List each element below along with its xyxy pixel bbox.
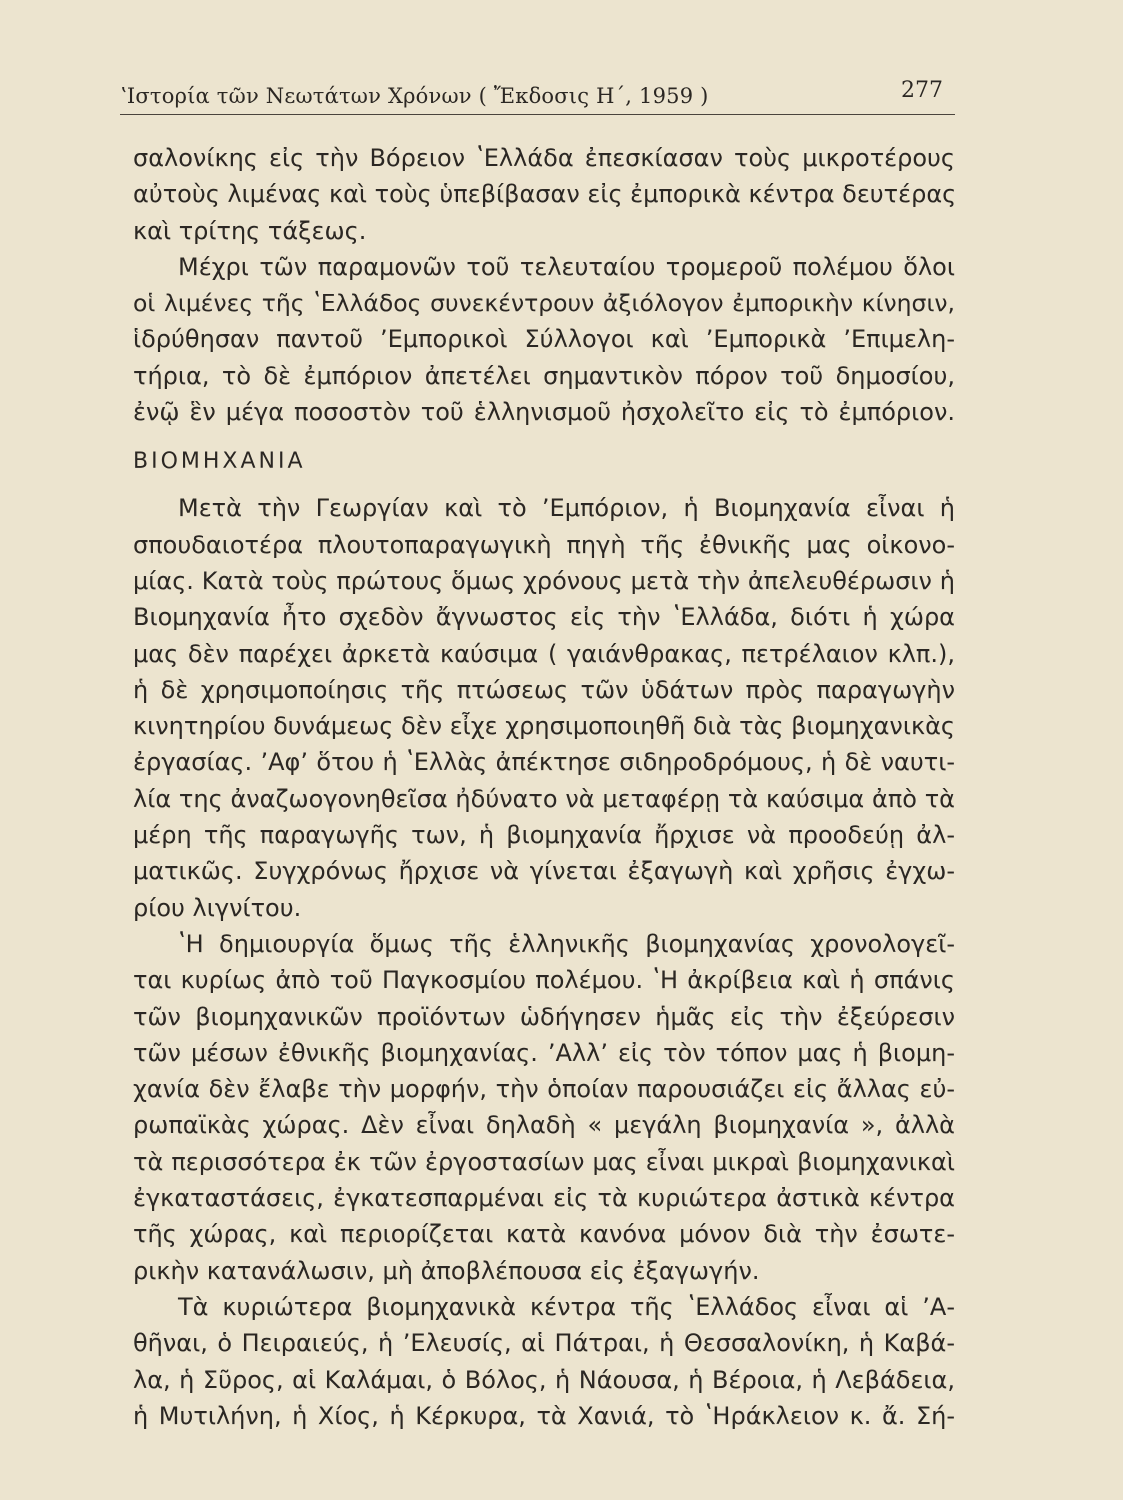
text-line: χανία δὲν ἔλαβε τὴν μορφήν, τὴν ὁποίαν παρουσιάζει εἰς ἄλλας εὐ-	[133, 1075, 955, 1104]
text-line: ἐνῷ ἓν μέγα ποσοστὸν τοῦ ἑλληνισμοῦ ἠσχολεῖτο εἰς τὸ ἐμπόριον.	[133, 398, 955, 427]
text-line: ἐγκαταστάσεις, ἐγκατεσπαρμέναι εἰς τὰ κυριώτερα ἀστικὰ κέντρα	[133, 1184, 955, 1213]
text-line: λα, ἡ Σῦρος, αἱ Καλάμαι, ὁ Βόλος, ἡ Νάουσα, ἡ Βέροια, ἡ Λεβάδεια,	[133, 1365, 955, 1394]
text-line: ἱδρύθησαν παντοῦ ʼΕμπορικοὶ Σύλλογοι καὶ ʼΕμπορικὰ ʼΕπιμελη-	[133, 325, 955, 354]
text-line: μίας. Κατὰ τοὺς πρώτους ὅμως χρόνους μετὰ τὴν ἀπελευθέρωσιν ἡ	[133, 566, 955, 595]
page-header	[120, 78, 955, 115]
intro-paragraph	[133, 140, 955, 249]
text-line: καὶ τρίτης τάξεως.	[133, 216, 367, 245]
text-line: θῆναι, ὁ Πειραιεύς, ἡ ʼΕλευσίς, αἱ Πάτραι, ἡ Θεσσαλονίκη, ἡ Καβά-	[133, 1329, 955, 1358]
text-line: μας δὲν παρέχει ἀρκετὰ καύσιμα ( γαιάνθρακας, πετρέλαιον κλπ.),	[133, 639, 955, 668]
text-line: Τὰ κυριώτερα βιομηχανικὰ κέντρα τῆς ʽΕλλάδος εἶναι αἱ ʼΑ-	[178, 1292, 955, 1321]
text-line: ματικῶς. Συγχρόνως ἤρχισε νὰ γίνεται ἐξαγωγὴ καὶ χρῆσις ἐγχω-	[133, 857, 955, 886]
text-line: Μετὰ τὴν Γεωργίαν καὶ τὸ ʼΕμπόριον, ἡ Βιομηχανία εἶναι ἡ	[178, 494, 955, 523]
text-line: ἐργασίας. ʼΑφʼ ὅτου ἡ ʽΕλλὰς ἀπέκτησε σιδηροδρόμους, ἡ δὲ ναυτι-	[133, 748, 955, 777]
text-line: Μέχρι τῶν παραμονῶν τοῦ τελευταίου τρομεροῦ πολέμου ὅλοι	[178, 252, 955, 281]
text-line: σπουδαιοτέρα πλουτοπαραγωγικὴ πηγὴ τῆς ἐθνικῆς μας οἰκονο-	[133, 530, 955, 559]
page-number: 277	[901, 78, 943, 103]
centers-paragraph	[133, 1289, 955, 1434]
text-line: κινητηρίου δυνάμεως δὲν εἶχε χρησιμοποιηθῆ διὰ τὰς βιομηχανικὰς	[133, 712, 955, 741]
text-line: ρωπαϊκὰς χώρας. Δὲν εἶναι δηλαδὴ « μεγάλη βιομηχανία », ἀλλὰ	[133, 1111, 955, 1140]
text-line: μέρη τῆς παραγωγῆς των, ἡ βιομηχανία ἤρχισε νὰ προοδεύῃ ἀλ-	[133, 821, 955, 850]
text-line: ρίου λιγνίτου.	[133, 893, 302, 922]
text-line: ται κυρίως ἀπὸ τοῦ Παγκοσμίου πολέμου. ʽΗ ἀκρίβεια καὶ ἡ σπάνις	[133, 966, 955, 995]
text-line: τῆς χώρας, καὶ περιορίζεται κατὰ κανόνα μόνον διὰ τὴν ἐσωτε-	[133, 1220, 955, 1249]
text-line: τὰ περισσότερα ἐκ τῶν ἐργοστασίων μας εἶναι μικραὶ βιομηχανικαὶ	[133, 1147, 955, 1176]
text-line: Βιομηχανία ἦτο σχεδὸν ἄγνωστος εἰς τὴν ʽΕλλάδα, διότι ἡ χώρα	[133, 603, 955, 632]
text-line: ἡ Μυτιλήνη, ἡ Χίος, ἡ Κέρκυρα, τὰ Χανιά, τὸ ʽΗράκλειον κ. ἄ. Σή-	[133, 1401, 955, 1430]
body-text	[133, 140, 955, 1434]
text-line: αὐτοὺς λιμένας καὶ τοὺς ὑπεβίβασαν εἰς ἐμπορικὰ κέντρα δευτέρας	[133, 180, 957, 209]
creation-paragraph	[133, 926, 955, 1289]
commerce-paragraph	[133, 249, 955, 430]
text-line: ʽΗ δημιουργία ὅμως τῆς ἑλληνικῆς βιομηχανίας χρονολογεῖ-	[178, 929, 955, 958]
text-line: οἱ λιμένες τῆς ʽΕλλάδος συνεκέντρουν ἀξιόλογον ἐμπορικὴν κίνησιν,	[133, 289, 955, 318]
text-line: ἡ δὲ χρησιμοποίησις τῆς πτώσεως τῶν ὑδάτων πρὸς παραγωγὴν	[133, 675, 955, 704]
text-line: λία της ἀναζωογονηθεῖσα ἠδύνατο νὰ μεταφέρῃ τὰ καύσιμα ἀπὸ τὰ	[133, 784, 955, 813]
text-line: τήρια, τὸ δὲ ἐμπόριον ἀπετέλει σημαντικὸν πόρον τοῦ δημοσίου,	[133, 361, 955, 390]
text-line: τῶν μέσων ἐθνικῆς βιομηχανίας. ʼΑλλʼ εἰς τὸν τόπον μας ἡ βιομη-	[133, 1038, 955, 1067]
section-heading: ΒΙΟΜΗΧΑΝΙΑ	[133, 449, 306, 475]
industry-paragraph	[133, 490, 955, 926]
text-line: ρικὴν κατανάλωσιν, μὴ ἀποβλέπουσα εἰς ἐξαγωγήν.	[133, 1256, 760, 1285]
running-title: ʽΙστορία τῶν Νεωτάτων Χρόνων ( Ἔκδοσις Η΄, 1959 )	[120, 84, 709, 108]
text-line: σαλονίκης εἰς τὴν Βόρειον ʽΕλλάδα ἐπεσκίασαν τοὺς μικροτέρους	[133, 144, 955, 172]
text-line: τῶν βιομηχανικῶν προϊόντων ὡδήγησεν ἡμᾶς εἰς τὴν ἐξεύρεσιν	[133, 1002, 955, 1031]
